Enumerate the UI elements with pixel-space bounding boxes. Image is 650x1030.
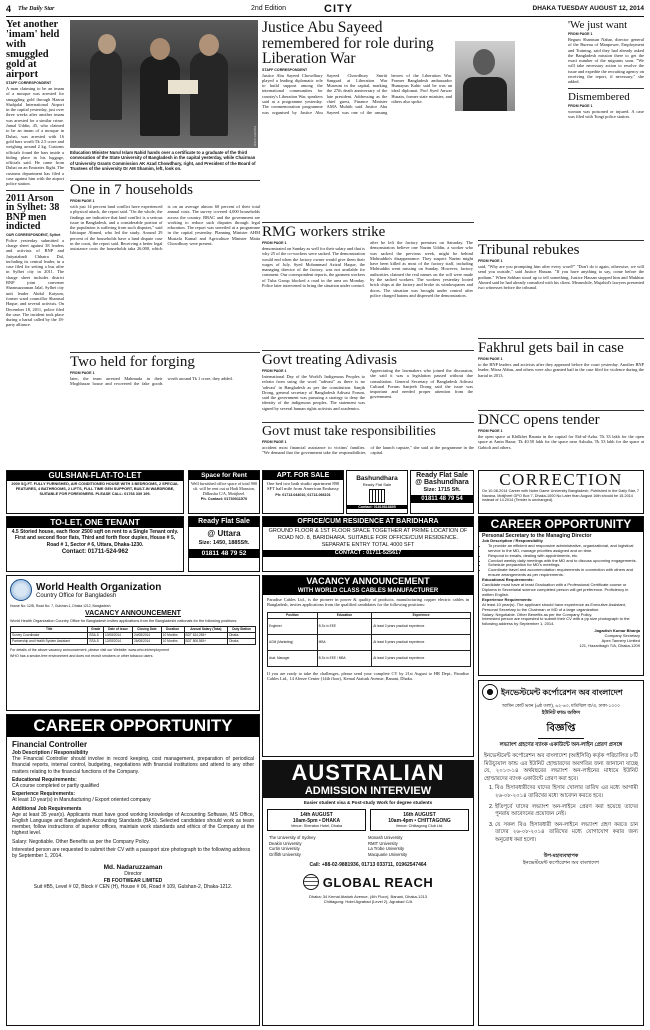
news-photo [70, 20, 258, 148]
story-responsibilities [262, 422, 474, 468]
story-body: after he left the factory premises on Saturday. The demonstrators believe one Nazim Uddin, a worker who was sacked the previous week, might be behind Mohiuddin's disappearance. They suspect Nazim might have been killed as most of the factory staff, including Mohiuddin went missing on Sunday. However, factory authorities claimed the real names on the roll were made by the sacked workers. The workers yesterday looted brick chips at the factory and broke its windowpanes and doors. The situation was brought under control after police charged batons and dispersed the demonstrators. [370, 240, 473, 298]
table-cell: At least 3 years practical experience [372, 618, 471, 634]
university-item: The University of Sydney [269, 835, 316, 840]
table-cell: Engineer [268, 618, 318, 634]
event-venue: Venue: Chittagong Club Ltd. [395, 824, 444, 828]
ad-footer: For details of the above vacancy announcement, please visit our Website: www.who.int/employment [10, 647, 169, 652]
table-row [268, 618, 471, 634]
byline: FROM PAGE 1 [478, 357, 503, 361]
vacancy-table [10, 626, 256, 645]
ad-title: Ready Flat Sale [189, 517, 259, 527]
section-title: Educational Requirements: [12, 776, 77, 783]
ad-sub: @ Bashundhara [415, 479, 469, 486]
ad-office-baridhara [262, 516, 474, 572]
ad-title: APT. FOR SALE [263, 471, 343, 480]
story-body: the open space at Khilkhet Baunia in the capital for Eid-ul-Azha. Tk 33 lakh for the open space at Amin Bazar, Tk 40.50 lakh for the space near Ashulia, Tk 53 lakh for the space at Gabtoli and others. [478, 434, 644, 450]
brand-name: GLOBAL REACH [322, 874, 434, 890]
signatory: উপ-মহাব্যবস্থাপক [543, 852, 579, 859]
story-one-in-seven [70, 180, 260, 350]
portrait-photo [455, 41, 515, 111]
story-we-just-want [568, 20, 644, 240]
ad-sub: ADMISSION INTERVIEW [304, 785, 432, 797]
headline: DNCC opens tender [478, 412, 600, 428]
column-header: Duty Station [228, 626, 256, 632]
ad-intro: Paradise Cables Ltd., is the pioneer in power & quality of products, manufacturing copper electric cables in Bangladesh, invites applications from the qualified candidates for the following positions: [267, 597, 469, 608]
ad-title: TO-LET, ONE TENANT [7, 517, 183, 528]
edition-label: 2nd Edition [251, 5, 287, 12]
byline: FROM PAGE 1 [262, 241, 287, 245]
byline: FROM PAGE 1 [70, 371, 95, 375]
headline: Govt must take responsibilities [262, 424, 436, 439]
list-item: 3. যে সকল বিও হিসাবধারী অন-লাইনে লভ্যাংশ গ্রহণ করতে চান তাদের ২৬-০৮-২০১৪ তারিখের মধ্যে যোগাযোগ করার জন্য অনুরোধ করা হলো। [495, 822, 638, 845]
section-title: Additional Job Requirements [12, 805, 82, 812]
byline: FROM PAGE 1 [478, 429, 503, 433]
ad-text: Age at least 35 year(s). Applicants must have good working knowledge of Accounting Software, MS Office, English Language and Bangladesh Accounting Standards (BAS). Selected candidates should work as team member, follow instructions of superior offices, maintain work standards and ethics of the Company at the highest level. [12, 811, 254, 837]
table-cell: SSA-5 [88, 632, 104, 638]
table-cell: 10 Months [161, 632, 184, 638]
section-title: Job Description / Responsibility [12, 750, 89, 756]
ad-australian-admission [262, 760, 474, 1026]
contact-org: Apex Tannery Limited [601, 638, 640, 644]
ad-body: GROUND FLOOR & 1ST FLOOR SPACE TOGETHER AT PRIME LOCATION OF ROAD NO. 8, BARIDHARA. SUITABLE FOR OFFICE/CUM RESIDENCE. SEPARATE ENTRY TOTAL 4000 SFT [268, 528, 468, 548]
org-name: ইনভেস্টমেন্ট কর্পোরেশন অব বাংলাদেশ [501, 687, 623, 697]
contact-address: 121, Hazaribagh T/A, Dhaka-1209 [579, 642, 640, 648]
table-cell: Asst. Manager [268, 650, 318, 666]
ad-text: Candidate must have at least Graduation with a Professional Certificate course or Diploma in Secretarial science completed person will get preference. Proficiency in written English. [482, 582, 629, 597]
table-cell: 12/08/2014 [103, 638, 132, 644]
ad-title: CAREER OPPORTUNITY [479, 517, 643, 532]
notice-intro: ইনভেস্টমেন্ট কর্পোরেশন অব বাংলাদেশ (আইসিবি) কর্তৃক পরিচালিত ৮টি মিউচ্যুয়াল ফান্ড এর ইউনিট হোল্ডারদের অবগতির জন্য জানানো যাচ্ছে যে, ২০১৩-১৪ অর্থবছরের লভ্যাংশ অন-লাইনের মাধ্যমে ইউনিট হোল্ডারদের ব্যাংক একাউন্টে প্রেরণ করা হবে। [484, 753, 638, 782]
byline: FROM PAGE 1 [568, 103, 593, 108]
headline: 2011 Arson in Sylhet: 38 BNP men indicted [6, 192, 60, 233]
byline: OUR CORRESPONDENT, Sylhet [6, 232, 61, 237]
ad-text: CA course completed or partly qualified [12, 783, 99, 790]
notice-title: বিজ্ঞপ্তি [538, 721, 584, 739]
table-row [268, 650, 471, 666]
table-cell: SSA-5 [88, 638, 104, 644]
table-cell: BDT 624,258+ [184, 632, 228, 638]
table-cell: B.Sc in EEE [317, 618, 372, 634]
byline: FROM PAGE 1 [70, 199, 95, 203]
list-item: • Conduct weekly daily meetings with the MD and to discuss upcoming engagements. [488, 559, 640, 564]
notice-subject: লভ্যাংশ গ্রহণের ব্যাংক একাউন্টে অন-লাইন প্রেরণ প্রসঙ্গে [499, 742, 623, 748]
ad-phone: 01811 48 79 54 [411, 495, 473, 503]
table-row [268, 634, 471, 650]
headline: Justice Abu Sayeed remembered for role during Liberation War [262, 20, 434, 67]
ad-sub: WITH WORLD CLASS CABLES MANUFACTURER [263, 587, 473, 595]
byline: STAFF CORRESPONDENT [262, 67, 308, 72]
headline: Yet another 'imam' held with smuggled gold at airport [6, 20, 60, 80]
column-header: Grade [88, 626, 104, 632]
story-body: demonstrated on Sunday as well for their salary and that is why 25 of the co-workers were sacked. The demonstration would end when the factory owner would give them their wages of July. Syed Mohammad Azizul Haque, the managing director of the factory, was not available for comment. Our correspondent reports, the garment workers of Tuba Group blocked a road in the area on Monday. Police later intervened to bring the situation under control. [262, 246, 365, 289]
icb-logo-icon [482, 684, 498, 700]
byline: FROM PAGE 1 [262, 440, 287, 444]
headline: RMG workers strike [262, 224, 386, 240]
ad-footer: If you are ready to take the challenges, please send your complete CV by 21st August to HR Dept., Paradise Cables Ltd., 14 Aleeze Center (14th floor), Kemal Ataturk Avenue, Banani, Dhaka. [267, 670, 469, 681]
ad-phone: 01811 48 79 52 [189, 549, 259, 558]
headline: One in 7 households [70, 182, 193, 198]
column-header: Duration [161, 626, 184, 632]
byline: FROM PAGE 1 [478, 259, 503, 263]
list-item: • To provide an efficient and responsive administrative, organizational, and logistical service to the MD, manage priorities assigned and on time. [488, 544, 640, 554]
ad-title: AUSTRALIAN [291, 760, 445, 785]
ad-phone: Ph: 01713-044010, 01713-066101 [275, 492, 331, 497]
table-cell: 10/08/2014 [103, 632, 132, 638]
office-address: Dhaka: 34 Kemal Ataturk Avenue, (4th Floor), Banani, Dhaka-1213 [309, 894, 427, 900]
org-office: Country Office for Bangladesh [36, 592, 117, 599]
column-header: Closing Date [133, 626, 162, 632]
who-logo-icon [10, 579, 32, 601]
event-time: 10am-4pm • CHITTAGONG [388, 818, 451, 824]
headline: Tribunal rebukes [478, 242, 580, 258]
headline: Fakhrul gets bail in case [478, 340, 624, 356]
ad-title: CAREER OPPORTUNITY [7, 715, 259, 737]
story-body: Appreciating the lawmakers who joined the discussion, she said it was a legislation passed without due consultation. General Secretary of Bangladesh Adivasi Cultural Forum Sanjeeb Drong said the issue was important and needed proper attention from the government. [370, 368, 473, 400]
contact-name: Md. Nadaruzzaman [103, 864, 163, 872]
story-imam [6, 20, 64, 440]
story-tribunal [478, 240, 644, 336]
headline: 'We just want [568, 20, 628, 31]
org-name: World Health Organization [36, 581, 162, 593]
university-item: Deakin University [269, 840, 302, 846]
ad-ready-flat-bashundhara [410, 470, 474, 514]
list-item: • Respond to emails, dealing with appointments, etc. [488, 554, 640, 559]
byline: STAFF CORRESPONDENT [6, 81, 52, 85]
ad-career-secretary [478, 516, 644, 676]
ad-title: Ready Flat Sale [416, 472, 468, 479]
section-title: Educational Requirements: [482, 577, 534, 583]
story-adivasis [262, 350, 474, 420]
signatory-org: ইনভেস্টমেন্ট কর্পোরেশন অব বাংলাদেশ [522, 859, 600, 866]
story-body: Police yesterday submitted a charge sheet against 38 leaders and activists of BNP and Jatiyatabadi Chhatra Dal, including its central leader, in a case filed for setting a bus afire in Sylhet city in 2011. The charge sheet includes district BNP joint convener Shamsuzzaman Jalal, Sylhet city unit leader Abdul Kaiyum, former ward councillor Shamsul Haque, and several activists. On December 18, 2011, police filed the case. The incident took place during a hartal called by the 18-party alliance. [6, 237, 64, 328]
job-title: Financial Controller [12, 740, 88, 749]
event-date: 14th AUGUST [300, 812, 333, 818]
job-title: Personal Secretary to the Managing Director [482, 533, 592, 539]
globe-icon [303, 874, 319, 890]
ad-title: Bashundhara [356, 475, 398, 482]
headline: Two held for forging [70, 354, 195, 370]
ad-text: The Financial Controller should involve in record keeping, cost management, preparation of periodical financial reports, internal control, budgeting, negotiations with financial institutions and attend to any other matters relating to the financial functions of the Company. [12, 756, 254, 775]
story-fakhrul [478, 338, 644, 408]
story-body: International Day of the World's Indigenous Peoples to refrain from using the word "adivasi" as there is no 'adivasi' in Bangladesh as per the constitution. Sanjib Drong, general secretary of Bangladesh Adivasi Forum, said the government was pursuing a strategy to deny the identity of the indigenous peoples. The statement was signed by several human rights activists and academics. [262, 374, 365, 411]
list-item: • Schedule preparation for MD's meetings. [488, 563, 640, 568]
ad-body: Well furnished office space of total 900 sft. will be rent out at Hadi Mansion, Dilkusha C/A, Motijheel. [190, 481, 258, 496]
ad-sub: @ Uttara [207, 529, 241, 538]
story-rmg [262, 222, 474, 348]
table-cell: At least 3 years practical experience [372, 650, 471, 666]
table-cell: 24/08/2014 [133, 632, 162, 638]
ad-size: Size: 1450, 1885Sft. [198, 540, 250, 546]
list-item: 2. ইতিপূর্বে যাদের লভ্যাংশ অন-লাইনে প্রেরণ করা হয়েছে তাদের পুনরায় আবেদনের প্রয়োজন নেই। [495, 804, 638, 819]
ad-body: On 10-08-2014 Career with Notre Dame University Bangladesh, Published in the Daily Star, 7 Navana, Motijheel GPO Box 7, Dhaka-1000 No Later than August 16th should be 15.2014 instead of 14.2014 (Tender is unchanged). [482, 489, 640, 503]
university-item: Macquarie University [368, 851, 408, 857]
ad-title: OFFICE/CUM RESIDENCE AT BARIDHARA [263, 517, 473, 527]
ad-footer: WHO has a smoke-free environment and does not recruit smokers or other tobacco users. [10, 653, 154, 658]
position-table [267, 612, 471, 667]
university-item: RMIT University [368, 840, 398, 846]
university-item: Griffith University [269, 851, 301, 857]
section-title: Experience Requirements: [12, 791, 76, 798]
ad-intro: World Health Organization Country Office for Bangladesh invites applications from the Bangladeshi nationals for the following positions: [10, 619, 238, 623]
ad-contact: Contact: 01819818895 [347, 505, 407, 509]
ad-size: Size: 1715 Sft. [423, 487, 461, 493]
contact-role: Director [124, 871, 142, 878]
ad-text: Salary: Negotiable. Other Benefits as per the Company Policy. [482, 611, 593, 617]
ad-icb-notice [478, 680, 644, 1026]
column-header: Annual Salary (Taka) [184, 626, 228, 632]
page-number: 4 [6, 4, 12, 14]
ad-ready-flat-uttara [188, 516, 260, 572]
photo-credit: PHOTO: STAR [253, 125, 257, 146]
table-cell: Survey Coordinator [11, 632, 88, 638]
table-cell: BDT 806,565+ [184, 638, 228, 644]
ad-title: VACANCY ANNOUNCEMENT [85, 610, 181, 617]
column-header: Title [11, 626, 88, 632]
ad-gulshan [6, 470, 184, 514]
headline: Govt treating Adivasis [262, 352, 397, 368]
ad-title: CORRECTION [499, 470, 623, 489]
ad-apt-sale [262, 470, 344, 514]
contact-name: Jagadish Kumar Bhanja [594, 628, 640, 634]
office-address: Chittagong: Hotel Agrabad (Level 2), Agrabad C/A [323, 899, 413, 905]
org-address: আমিন কোর্ট ভবন (৬ষ্ঠ তলা), ৬২-৬৩, মতিঝিল বা/এ, ঢাকা-১০০০ [501, 703, 621, 708]
section-title: Experience Requirements: [482, 596, 533, 602]
ad-tag: Easier student visa & Post-study Work for degree students [303, 800, 433, 805]
story-abu-sayeed [262, 20, 520, 220]
ad-contact: Ph. Contact: 01730011570 [200, 497, 248, 501]
table-cell: Dhaka [228, 638, 256, 644]
event-venue: Venue: Sheraton Hotel, Dhaka [290, 824, 343, 828]
story-body: with just 14 percent land conflict have experienced a physical attack, the report said. "On the whole, the findings are indicative that land conflict is a serious issue in Bangladesh, and a considerable portion of the population is suffering from such disputes," said Ishtiaque Ahmed, who led the study. Around 29 percent of the households have a land dispute case in the court, the report said. Receiving a better legal assistance costs the households taka 26,000, which is on an average almost 60 percent of their total annual costs. The survey covered 4,000 households across the country. BRAC and the government are working to reduce such disputes through legal education. The report was unveiled at a programme in the capital yesterday. Planning Minister AHM Mustafa Kamal and Agriculture Minister Matia Chowdhury were present. [70, 204, 260, 252]
table-cell: Dhaka [228, 632, 256, 638]
story-dncc [478, 410, 644, 468]
story-body: accident most financial assistance to victims' families. "We demand that the government take the responsibilities of the launch capsize," she said at the programme in the capital. [262, 445, 474, 456]
university-item: La Trobe University [368, 846, 405, 852]
dateline: DHAKA TUESDAY AUGUST 12, 2014 [532, 5, 644, 12]
story-body: Justice Abu Sayeed Chowdhury played a leading diplomatic role to build support among the international communities for country's Liberation War, speakers said at a programme yesterday. The commemoration programme was organised by Justice Abu Sayeed Chowdhury Smriti Sangsad at Liberation War Museum in the capital, marking the 27th death anniversary of the late president. Addressing as the chief guest, Finance Minister AMA Muhith said Justice Abu Sayeed was one of the unsung heroes of the Liberation War. Former Bangladesh ambassador Humayun Kabir said he was an ideal diplomat. Prof Syed Anwar Husain, former state minister, and others also spoke. [262, 72, 452, 115]
ad-title: GULSHAN-FLAT-TO-LET [7, 471, 183, 481]
column-header: Experience [372, 612, 471, 618]
contact-address: Suit #B5, Level # 02, Block # CEN (H), House # 06, Road # 109, Gulshan-2, Dhaka-1212. [33, 883, 233, 890]
ad-contact: CONTACT : 01711-525617 [263, 550, 473, 557]
ad-bashundhara-flag [346, 470, 408, 514]
event-time: 10am-5pm • DHAKA [292, 818, 341, 824]
office-name: ইউনিট ফান্ড অফিস [541, 710, 581, 716]
story-two-held [70, 352, 260, 410]
table-cell: B.Sc in EEE / MBA [317, 650, 372, 666]
ad-cables-vacancy [262, 575, 474, 757]
university-item: Monash University [368, 835, 403, 840]
section-title: Job Description / Responsibility [482, 537, 543, 543]
ad-contact: Contact: 01711-524-962 [61, 548, 129, 555]
table-cell: AGM (Marketing) [268, 634, 318, 650]
masthead [6, 3, 644, 17]
table-cell: 10 Months [161, 638, 184, 644]
building-icon [369, 489, 385, 503]
story-body: to the BNP leaders and activists after they appeared before the court yesterday. Another BNP leader, Mirza Abbas, and others were also granted bail in the case filed for violence during the hartal in 2013. [478, 362, 644, 378]
story-body: later, the team arrested Mahmuda in their Moghbazar house and recovered the fake goods worth around Tk 1 crore, they added. [70, 376, 233, 387]
table-cell: 26/08/2014 [133, 638, 162, 644]
paper-name: The Daily Star [18, 6, 55, 12]
column-header: Position [268, 612, 318, 618]
byline: FROM PAGE 1 [568, 32, 593, 36]
ad-tolet [6, 516, 184, 572]
ad-correction [478, 470, 644, 514]
ad-phone: Call: +88-02-9881936, 01713 033711, 01962547464 [309, 862, 427, 869]
ad-body: One bed two bath studio apartment 890 SFT hall mile from American Embassy [266, 481, 340, 492]
table-cell: MBA [317, 634, 372, 650]
contact-role: Company Secretary [604, 633, 640, 639]
section-title: CITY [324, 3, 354, 15]
ad-text: At least 10 year(s) in Manufacturing / Export oriented company [12, 797, 151, 804]
story-body: Begum Shamsun Nahar, director general of the Bureau of Manpower, Employment and Training, said they had already asked the Bangladesh mission there to get the exact number of the migrants soon. "We will take necessary action to resolve the issue and expedite the recruiting agency on receiving the report, if necessary," she added. [568, 37, 644, 85]
column-header: Date of issue [103, 626, 132, 632]
org-address: House No: 12/B, Road No: 7, Gulshan-1, Dhaka 1212, Bangladesh [10, 604, 111, 608]
event-date: 16th AUGUST [403, 812, 436, 818]
ad-who-vacancy [6, 575, 260, 711]
ad-text: Interested person are requested to submit their CV with a pp size photograph to the following address by September 1, 2014. [482, 616, 630, 627]
university-item: Curtin University [269, 846, 300, 852]
ad-text: Interested person are requested to submit their CV with a passport size photograph to the following address by September 1, 2014. [12, 846, 251, 860]
ad-title: Space for Rent [189, 471, 259, 480]
byline: FROM PAGE 1 [262, 369, 287, 373]
ad-text: At least 10 year(s). The applicant should have experience as Executive Assistant, Personal Secretary to the Chairman or MD of a large organization. [482, 601, 627, 612]
table-cell: Partnership and Health System Assistant [11, 638, 88, 644]
story-body: woman was poisoned or injured. A case was filed with Tongi police station. [568, 108, 644, 119]
table-cell: At least 5 years practical experience [372, 634, 471, 650]
headline: Dismembered [568, 90, 630, 103]
ad-title: VACANCY ANNOUNCEMENT [263, 576, 473, 587]
ad-career-financial [6, 714, 260, 1026]
contact-org: FB FOOTWEAR LIMITED [103, 877, 163, 884]
ad-space-rent [188, 470, 260, 514]
story-body: A man claiming to be an imam of a mosque was arrested for smuggling gold through Hazrat Shahjalal International Airport in the capital yesterday, just over three weeks after another imam was arrested for a similar crime. Jamal Uddin, 45, who claimed to be an imam of a mosque in Dubai, was arrested with 16 gold bars worth Tk 2.5 crore and weighing around 2 kg. Customs officials found the bars inside a hiding place in his luggage, officials said. He came from Dubai on an Emirates flight. The customs department has filed a case against him with the airport police station. [6, 86, 64, 187]
list-item: 1. বিও হিসাবধারীদের যাদের হিসাব খোলার তারিখ এর মধ্যে আগামী ২৬-০৮-২০১৪ তারিখের মধ্যে আবেদন করতে হবে। [495, 785, 638, 800]
list-item: • Coordinate travel and accommodation requirements in connection with others and ensure arrangements as per requirements. [488, 568, 640, 578]
ad-body: Ready Flat Sale [362, 482, 392, 487]
photo-caption: Education Minister Nurul Islam Nahid hands over a certificate to a graduate of the third convocation of the State University of Bangladesh in the capital yesterday, while Chairman of University Grants Commission AK Azad Chowdhury, right, and President of the Board of Trustees of the university Dr AM Shamim, left, look on. [70, 150, 256, 172]
ad-body: 2000 SQ.FT. FULLY FURNISHED, AIR CONDITIONED HOUSE WITH 3 BEDROOMS, 2 SPECIAL FEATURES, 4 BATHROOMS, 2 LIFTS, FULL TIME GEN SUPPORT, BUILT-IN WARDROBE, SUITABLE FOR FOREIGNERS. PLEASE CALL: 01766 339 199. [11, 482, 179, 496]
column-header: Education [317, 612, 372, 618]
story-body: said, "Why are you prompting him after every word?" "Don't do it again, otherwise, we will send you outside," said Justice Hassan. "If you have anything to say, come before the podium." When Sobhan stood up to tell something, Justice Hassan stopped him and Mukhtar Ahmed said he had already consulted with his client. Meanwhile, Mujahid's lawyers presented two witnesses before the tribunal. [478, 264, 644, 291]
ad-body: 4.5 Storied house, each floor 2500 sqft on rent to a Single Tenant only. First and second floor flats, Third and forth floor duplex, House # 5, Road # 1, Sector # 6, Uttara, Dhaka-1230. [11, 529, 179, 548]
table-row [11, 638, 256, 644]
ad-text: Salary: Negotiable. Other Benefits as per the Company Policy. [12, 838, 150, 845]
